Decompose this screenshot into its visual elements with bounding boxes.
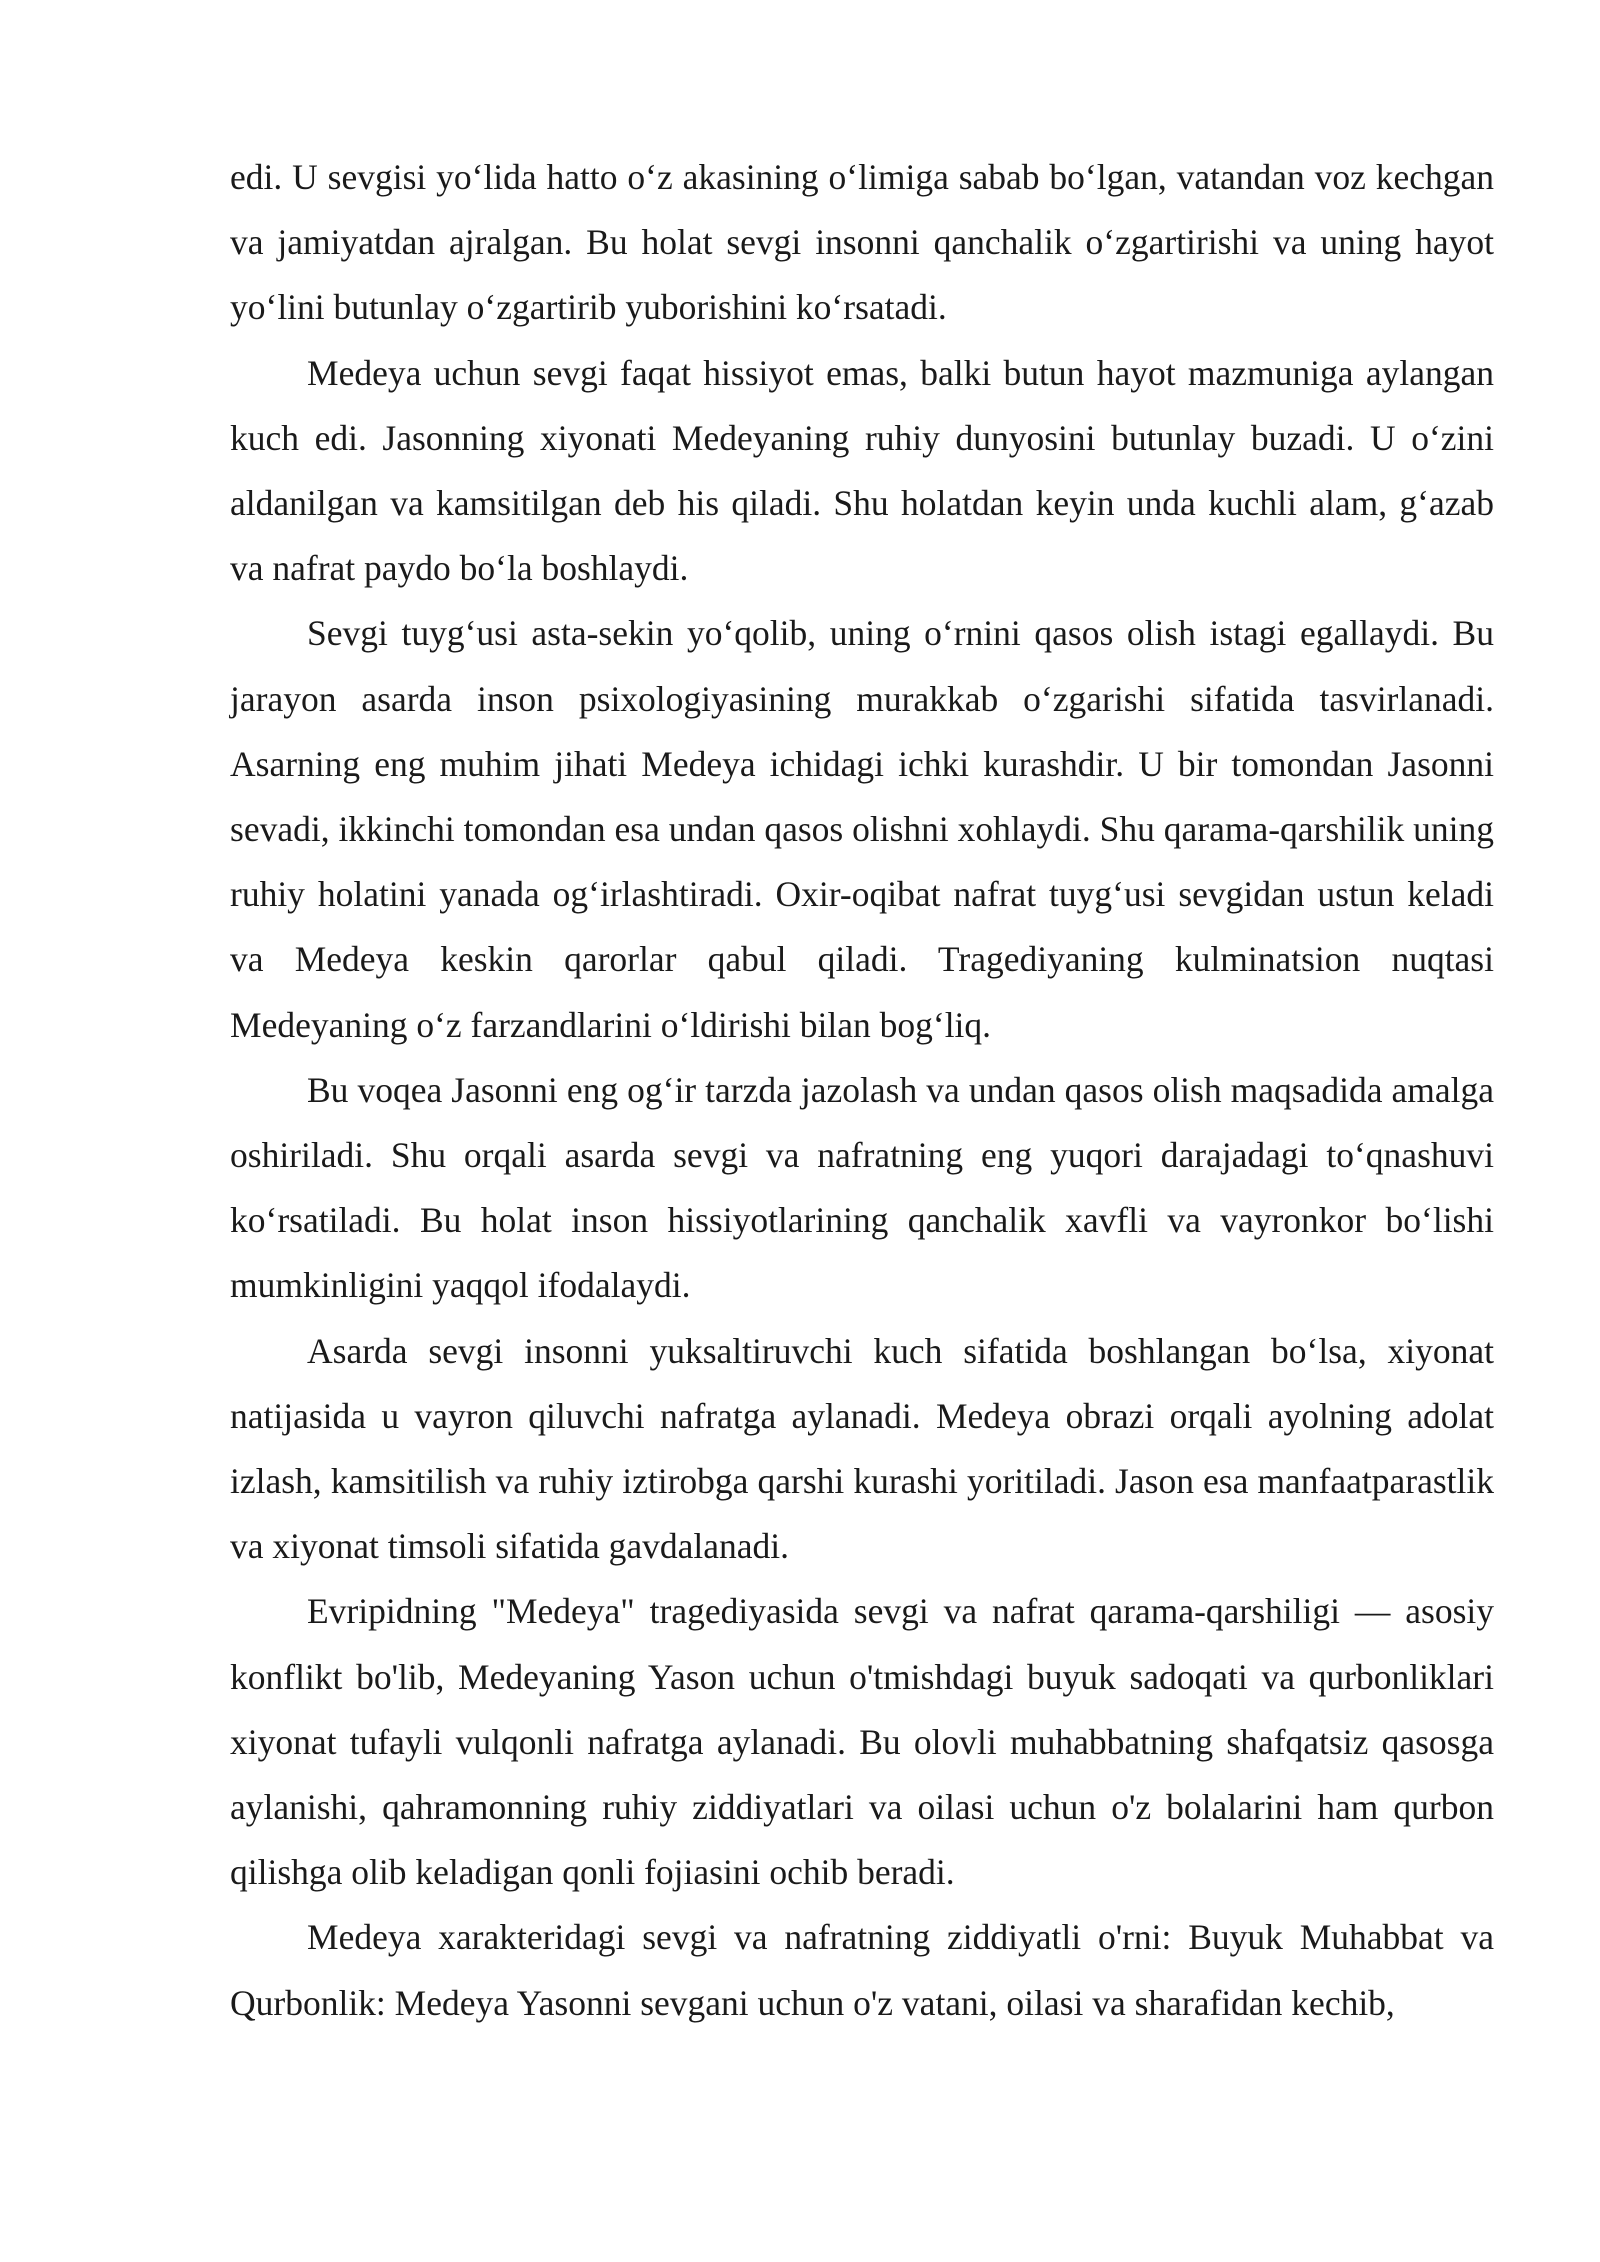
paragraph: Evripidning "Medeya" tragediyasida sevgi va nafrat qarama-qarshiligi — asosiy konflikt bo'lib, Medeyaning Yason uchun o'tmishdagi buyuk sadoqati va qurbonliklari xiyonat tufayli vulqonli nafratga aylanadi. Bu olovli muhabbatning shafqatsiz qasosga aylanishi, qahramonning ruhiy ziddiyatlari va oilasi uchun o'z bolalarini ham qurbon qilishga olib keladigan qonli fojiasini ochib beradi.	[230, 1591, 1494, 1893]
body-text	[230, 145, 1494, 2036]
paragraph: Asarda sevgi insonni yuksaltiruvchi kuch sifatida boshlangan bo‘lsa, xiyonat natijasida u vayron qiluvchi nafratga aylanadi. Medeya obrazi orqali ayolning adolat izlash, kamsitilish va ruhiy iztirobga qarshi kurashi yoritiladi. Jason esa manfaatparastlik va xiyonat timsoli sifatida gavdalanadi.	[230, 1330, 1494, 1567]
paragraph: Sevgi tuyg‘usi asta-sekin yo‘qolib, uning o‘rnini qasos olish istagi egallaydi. Bu jarayon asarda inson psixologiyasining murakkab o‘zgarishi sifatida tasvirlanadi. Asarning eng muhim jihati Medeya ichidagi ichki kurashdir. U bir tomondan Jasonni sevadi, ikkinchi tomondan esa undan qasos olishni xohlaydi. Shu qarama-qarshilik uning ruhiy holatini yanada og‘irlashtiradi. Oxir-oqibat nafrat tuyg‘usi sevgidan ustun keladi va Medeya keskin qarorlar qabul qiladi. Tragediyaning kulminatsion nuqtasi Medeyaning o‘z farzandlarini o‘ldirishi bilan bog‘liq.	[230, 613, 1494, 1045]
paragraph: Medeya xarakteridagi sevgi va nafratning ziddiyatli o'rni: Buyuk Muhabbat va Qurbonlik: Medeya Yasonni sevgani uchun o'z vatani, oilasi va sharafidan kechib,	[230, 1917, 1494, 2023]
paragraph: Bu voqea Jasonni eng og‘ir tarzda jazolash va undan qasos olish maqsadida amalga oshiriladi. Shu orqali asarda sevgi va nafratning eng yuqori darajadagi to‘qnashuvi ko‘rsatiladi. Bu holat inson hissiyotlarining qanchalik xavfli va vayronkor bo‘lishi mumkinligini yaqqol ifodalaydi.	[230, 1069, 1494, 1306]
paragraph-continuation: edi. U sevgisi yo‘lida hatto o‘z akasining o‘limiga sabab bo‘lgan, vatandan voz kechgan va jamiyatdan ajralgan. Bu holat sevgi insonni qanchalik o‘zgartirishi va uning hayot yo‘lini butunlay o‘zgartirib yuborishini ko‘rsatadi.	[230, 157, 1494, 328]
paragraph: Medeya uchun sevgi faqat hissiyot emas, balki butun hayot mazmuniga aylangan kuch edi. Jasonning xiyonati Medeyaning ruhiy dunyosini butunlay buzadi. U o‘zini aldanilgan va kamsitilgan deb his qiladi. Shu holatdan keyin unda kuchli alam, g‘azab va nafrat paydo bo‘la boshlaydi.	[230, 352, 1494, 589]
